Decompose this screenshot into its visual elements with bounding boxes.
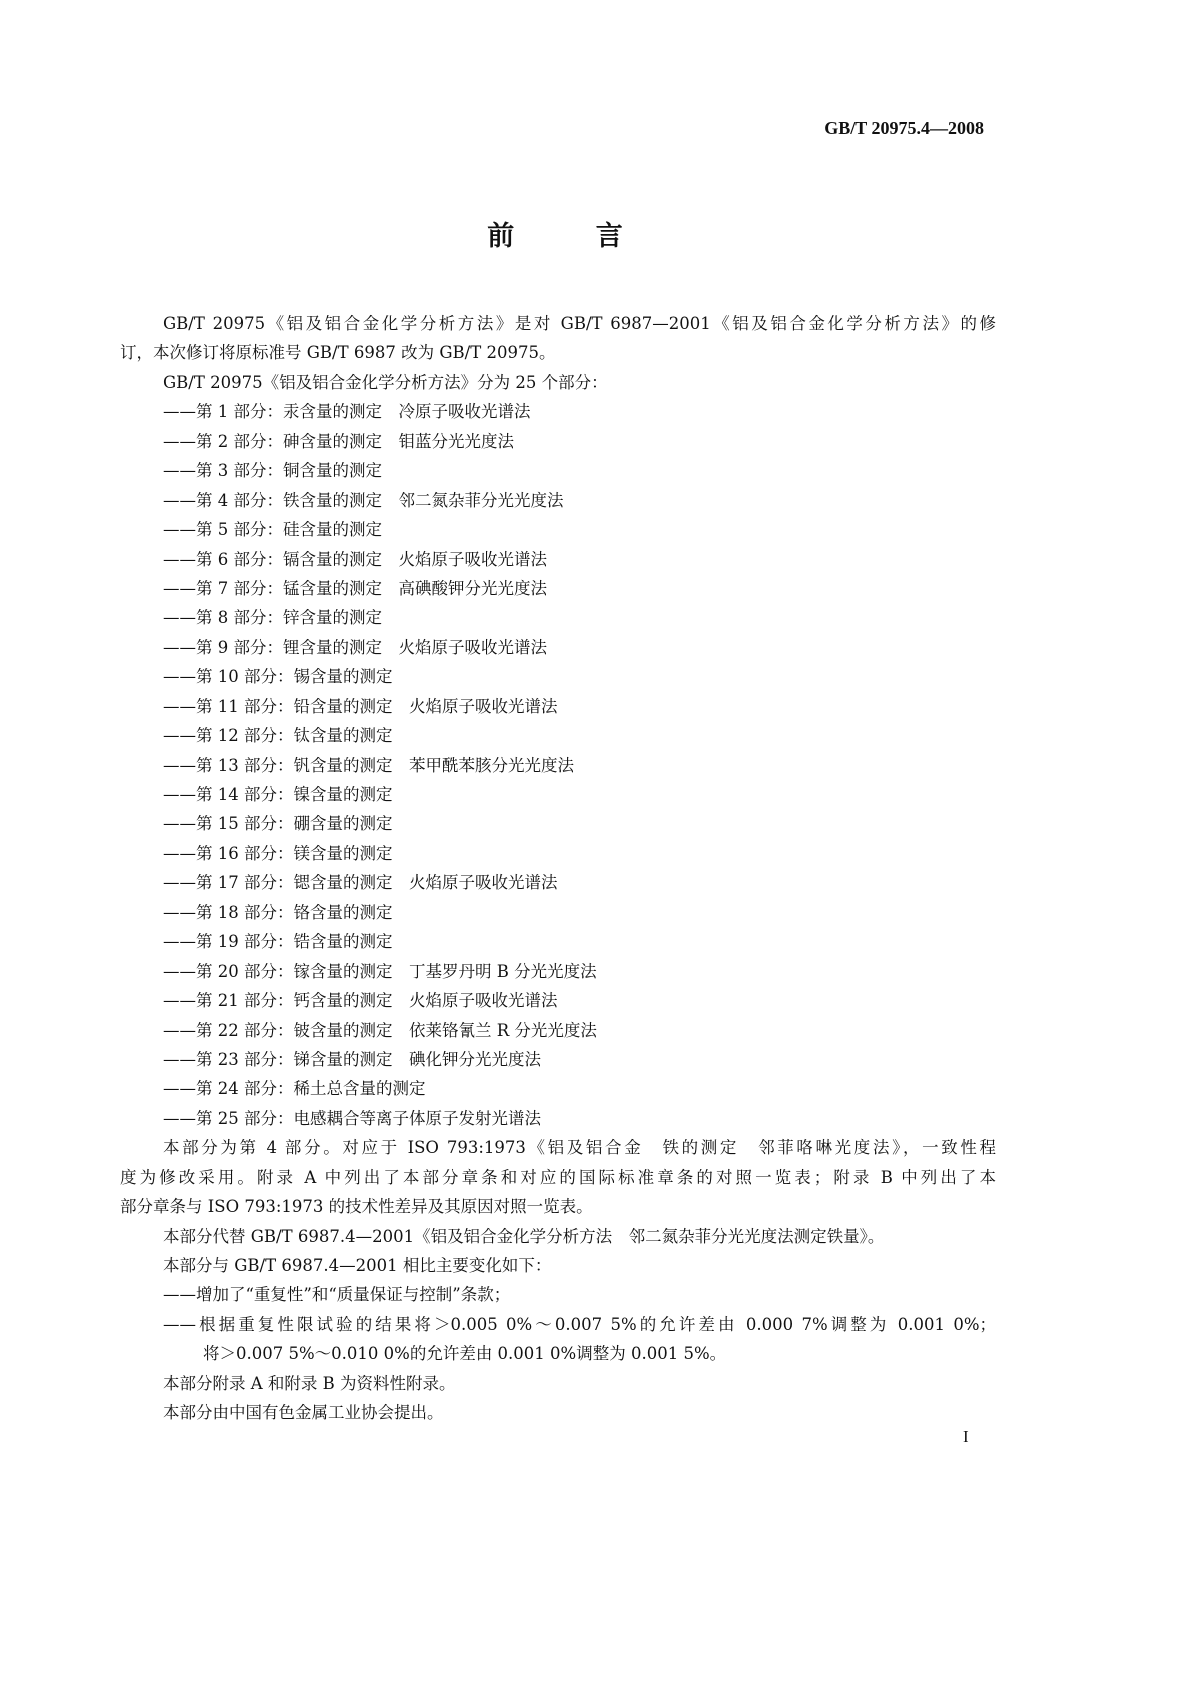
parts-intro: GB/T 20975《铝及铝合金化学分析方法》分为 25 个部分：: [163, 372, 608, 392]
changes-intro: 本部分与 GB/T 6987.4—2001 相比主要变化如下：: [163, 1256, 552, 1275]
part-list-item: ——第 18 部分：铬含量的测定: [163, 902, 393, 922]
part-list-item: ——第 20 部分：镓含量的测定 丁基罗丹明 B 分光光度法: [163, 961, 597, 981]
page-title: 前 言: [487, 221, 659, 252]
part-list-item: ——第 23 部分：锑含量的测定 碘化钾分光光度法: [163, 1049, 541, 1069]
replaces-statement: 本部分代替 GB/T 6987.4—2001《铝及铝合金化学分析方法 邻二氮杂菲分光光度法测定铁量》。: [163, 1226, 885, 1246]
part-list-item: ——第 12 部分：钛含量的测定: [163, 726, 393, 746]
part-list-item: ——第 5 部分：硅含量的测定: [163, 520, 382, 540]
part-list-item: ——第 22 部分：铍含量的测定 依莱铬氰兰 R 分光光度法: [163, 1020, 597, 1040]
proposer-statement: 本部分由中国有色金属工业协会提出。: [163, 1403, 444, 1423]
part-list-item: ——第 13 部分：钒含量的测定 苯甲酰苯胲分光光度法: [163, 755, 574, 775]
part-list-item: ——第 9 部分：锂含量的测定 火焰原子吸收光谱法: [163, 637, 547, 657]
parts-list: [120, 397, 996, 1133]
part-list-item: ——第 19 部分：锆含量的测定: [163, 932, 393, 952]
part-list-item: ——第 7 部分：锰含量的测定 高碘酸钾分光光度法: [163, 578, 547, 598]
part-list-item: ——第 3 部分：铜含量的测定: [163, 461, 382, 481]
part-list-item: ——第 10 部分：锡含量的测定: [163, 667, 393, 687]
annex-note: 本部分附录 A 和附录 B 为资料性附录。: [163, 1373, 456, 1393]
correspondence-line-3: 部分章条与 ISO 793:1973 的技术性差异及其原因对照一览表。: [120, 1197, 593, 1217]
correspondence-line-2: 度为修改采用。附录 A 中列出了本部分章条和对应的国际标准章条的对照一览表；附录 B 中列出了本: [120, 1167, 996, 1187]
part-list-item: ——第 21 部分：钙含量的测定 火焰原子吸收光谱法: [163, 991, 558, 1011]
part-list-item: ——第 24 部分：稀土总含量的测定: [163, 1079, 426, 1099]
part-list-item: ——第 1 部分：汞含量的测定 冷原子吸收光谱法: [163, 402, 531, 422]
part-list-item: ——第 4 部分：铁含量的测定 邻二氮杂菲分光光度法: [163, 490, 564, 510]
correspondence-line-1: 本部分为第 4 部分。对应于 ISO 793:1973《铝及铝合金 铁的测定 邻菲咯啉光度法》，一致性程: [163, 1138, 996, 1158]
part-list-item: ——第 11 部分：铅含量的测定 火焰原子吸收光谱法: [163, 696, 558, 716]
change-item-1: ——增加了“重复性”和“质量保证与控制”条款；: [163, 1285, 511, 1305]
standard-number-header: GB/T 20975.4—2008: [824, 118, 984, 138]
foreword-body: [120, 309, 996, 1428]
part-list-item: ——第 25 部分：电感耦合等离子体原子发射光谱法: [163, 1108, 541, 1128]
part-list-item: ——第 8 部分：锌含量的测定: [163, 608, 382, 628]
part-list-item: ——第 6 部分：镉含量的测定 火焰原子吸收光谱法: [163, 549, 547, 569]
part-list-item: ——第 14 部分：镍含量的测定: [163, 785, 393, 804]
part-list-item: ——第 16 部分：镁含量的测定: [163, 843, 393, 863]
part-list-item: ——第 15 部分：硼含量的测定: [163, 814, 393, 834]
part-list-item: ——第 2 部分：砷含量的测定 钼蓝分光光度法: [163, 431, 514, 451]
part-list-item: ——第 17 部分：锶含量的测定 火焰原子吸收光谱法: [163, 873, 558, 893]
intro-line-2: 订，本次修订将原标准号 GB/T 6987 改为 GB/T 20975。: [120, 343, 556, 363]
change-item-2-line-2: 将＞0.007 5%～0.010 0%的允许差由 0.001 0%调整为 0.001 5%。: [203, 1344, 727, 1364]
intro-line-1: GB/T 20975《铝及铝合金化学分析方法》是对 GB/T 6987—2001《铝及铝合金化学分析方法》的修: [163, 314, 996, 333]
page-number: I: [963, 1427, 969, 1446]
change-item-2-line-1: ——根据重复性限试验的结果将＞0.005 0%～0.007 5%的允许差由 0.000 7%调整为 0.001 0%；: [163, 1314, 996, 1334]
